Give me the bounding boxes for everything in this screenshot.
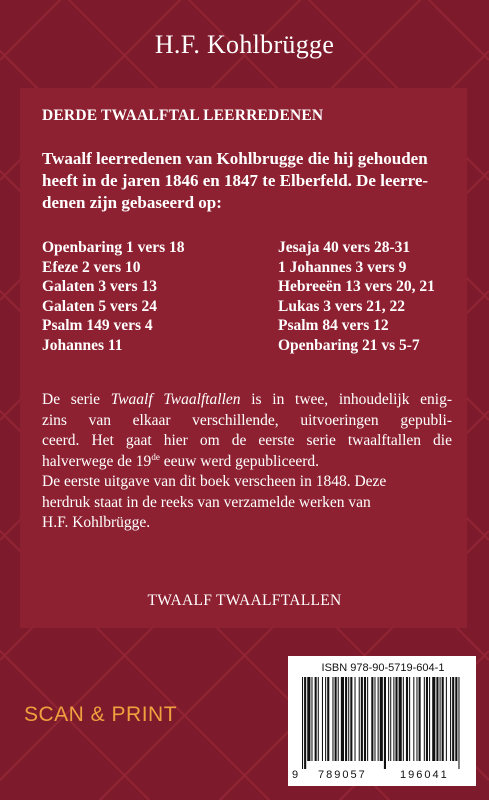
reference-right: Openbaring 21 vs 5-7: [278, 336, 420, 354]
barcode-bar: [395, 677, 397, 761]
description-line: [42, 452, 452, 473]
reference-right: Lukas 3 vers 21, 22: [278, 297, 406, 315]
barcode-bar: [374, 677, 375, 761]
reference-left: Galaten 3 vers 13: [42, 278, 157, 295]
reference-row: [42, 297, 452, 317]
barcode-bar: [318, 677, 319, 761]
barcode-bar: [442, 677, 444, 761]
barcode-bar: [359, 677, 360, 761]
barcode-bar: [384, 677, 386, 769]
barcode-bar: [367, 677, 368, 761]
barcode-bar: [458, 677, 459, 769]
isbn-text: ISBN 978-90-5719-604-1: [321, 662, 445, 674]
barcode-icon: [298, 677, 466, 769]
barcode-bar: [388, 677, 389, 761]
barcode-bar: [348, 677, 349, 761]
reference-left: Psalm 149 vers 4: [42, 317, 153, 334]
barcode-bar: [390, 677, 391, 761]
author-name: H.F. Kohlbrügge: [154, 30, 335, 59]
barcode-bar: [432, 677, 435, 761]
barcode-bar: [338, 677, 339, 761]
barcode-bar: [455, 677, 457, 761]
barcode-bar: [452, 677, 454, 761]
barcode-bar: [406, 677, 408, 761]
scripture-references: [42, 238, 452, 355]
publisher-logo: SCAN & PRINT: [24, 703, 178, 726]
intro-line: heeft in de jaren 1846 en 1847 te Elberfeld. De leerre-: [42, 171, 429, 190]
barcode-bar: [307, 677, 310, 761]
description-line: ceerd. Het gaat hier om de eerste serie twaalftallen die: [42, 432, 452, 449]
barcode-bar: [446, 677, 447, 761]
barcode-bar: [413, 677, 414, 761]
barcode-bar: [450, 677, 451, 761]
barcode-digit-first: 9: [292, 769, 299, 781]
barcode-bar: [436, 677, 438, 761]
description-line: De eerste uitgave van dit boek verscheen in 1848. Deze: [42, 473, 387, 490]
barcode-bar: [355, 677, 356, 761]
reference-row: [42, 336, 452, 356]
description-text: De serie: [42, 391, 111, 408]
series-name-italic: Twaalf Twaalftallen: [110, 391, 241, 408]
barcode-bar: [302, 677, 303, 769]
barcode-bar: [335, 677, 337, 761]
barcode-bar: [424, 677, 425, 761]
intro-paragraph: [42, 148, 452, 214]
barcode-bar: [429, 677, 430, 761]
description-text: eeuw werd gepubliceerd.: [159, 452, 320, 470]
reference-row: [42, 316, 452, 336]
barcode-digits-right: 196041: [400, 769, 449, 781]
reference-right: 1 Johannes 3 vers 9: [278, 258, 407, 276]
description-line: [42, 390, 452, 411]
barcode-bar: [341, 677, 344, 761]
barcode-bar: [378, 677, 379, 761]
reference-left: Openbaring 1 vers 18: [42, 239, 185, 256]
description-text: is in twee, inhoudelijk enig-: [240, 391, 452, 408]
reference-right: Psalm 84 vers 12: [278, 317, 389, 334]
description-line: herdruk staat in de reeks van verzamelde werken van: [42, 493, 371, 511]
barcode-bar: [361, 677, 363, 761]
reference-left: Efeze 2 vers 10: [42, 258, 141, 276]
barcode-bar: [419, 677, 421, 761]
barcode-bar: [345, 677, 347, 761]
reference-row: [42, 238, 452, 258]
description-line: zins van elkaar verschillende, uitvoeringen gepubli-: [42, 411, 452, 429]
barcode-bar: [440, 677, 441, 761]
description-line: H.F. Kohlbrügge.: [42, 514, 151, 531]
barcode-bar: [416, 677, 417, 761]
barcode-digits-left: 789057: [318, 769, 367, 781]
series-footer-title: TWAALF TWAALFTALLEN: [147, 592, 342, 609]
reference-left: Johannes 11: [42, 336, 123, 354]
barcode-bar: [364, 677, 366, 761]
barcode-bar: [371, 677, 373, 761]
reference-right: Hebreeën 13 vers 20, 21: [278, 278, 435, 295]
series-title: DERDE TWAALFTAL LEERREDENEN: [42, 107, 324, 124]
reference-left: Galaten 5 vers 24: [42, 297, 157, 315]
barcode-bar: [403, 677, 404, 761]
reference-row: [42, 277, 452, 297]
barcode-bar: [426, 677, 428, 761]
barcode-bar: [327, 677, 329, 761]
intro-line: Twaalf leerredenen van Kohlbrugge die hij gehouden: [42, 149, 428, 168]
description-text: halverwege de 19: [42, 452, 152, 470]
barcode-bar: [332, 677, 333, 761]
intro-line: denen zijn gebaseerd op:: [42, 193, 222, 212]
barcode-bar: [325, 677, 326, 761]
barcode-bar: [311, 677, 312, 761]
barcode-bar: [399, 677, 402, 761]
barcode-bar: [350, 677, 352, 761]
barcode-bar: [409, 677, 410, 761]
reference-row: [42, 258, 452, 278]
barcode-bar: [393, 677, 394, 761]
barcode-bar: [304, 677, 306, 769]
barcode-bar: [315, 677, 317, 761]
barcode-bar: [322, 677, 323, 761]
reference-right: Jesaja 40 vers 28-31: [278, 239, 411, 256]
description-paragraph: [42, 390, 452, 534]
ordinal-superscript: de: [151, 451, 160, 462]
barcode-bar: [380, 677, 383, 761]
